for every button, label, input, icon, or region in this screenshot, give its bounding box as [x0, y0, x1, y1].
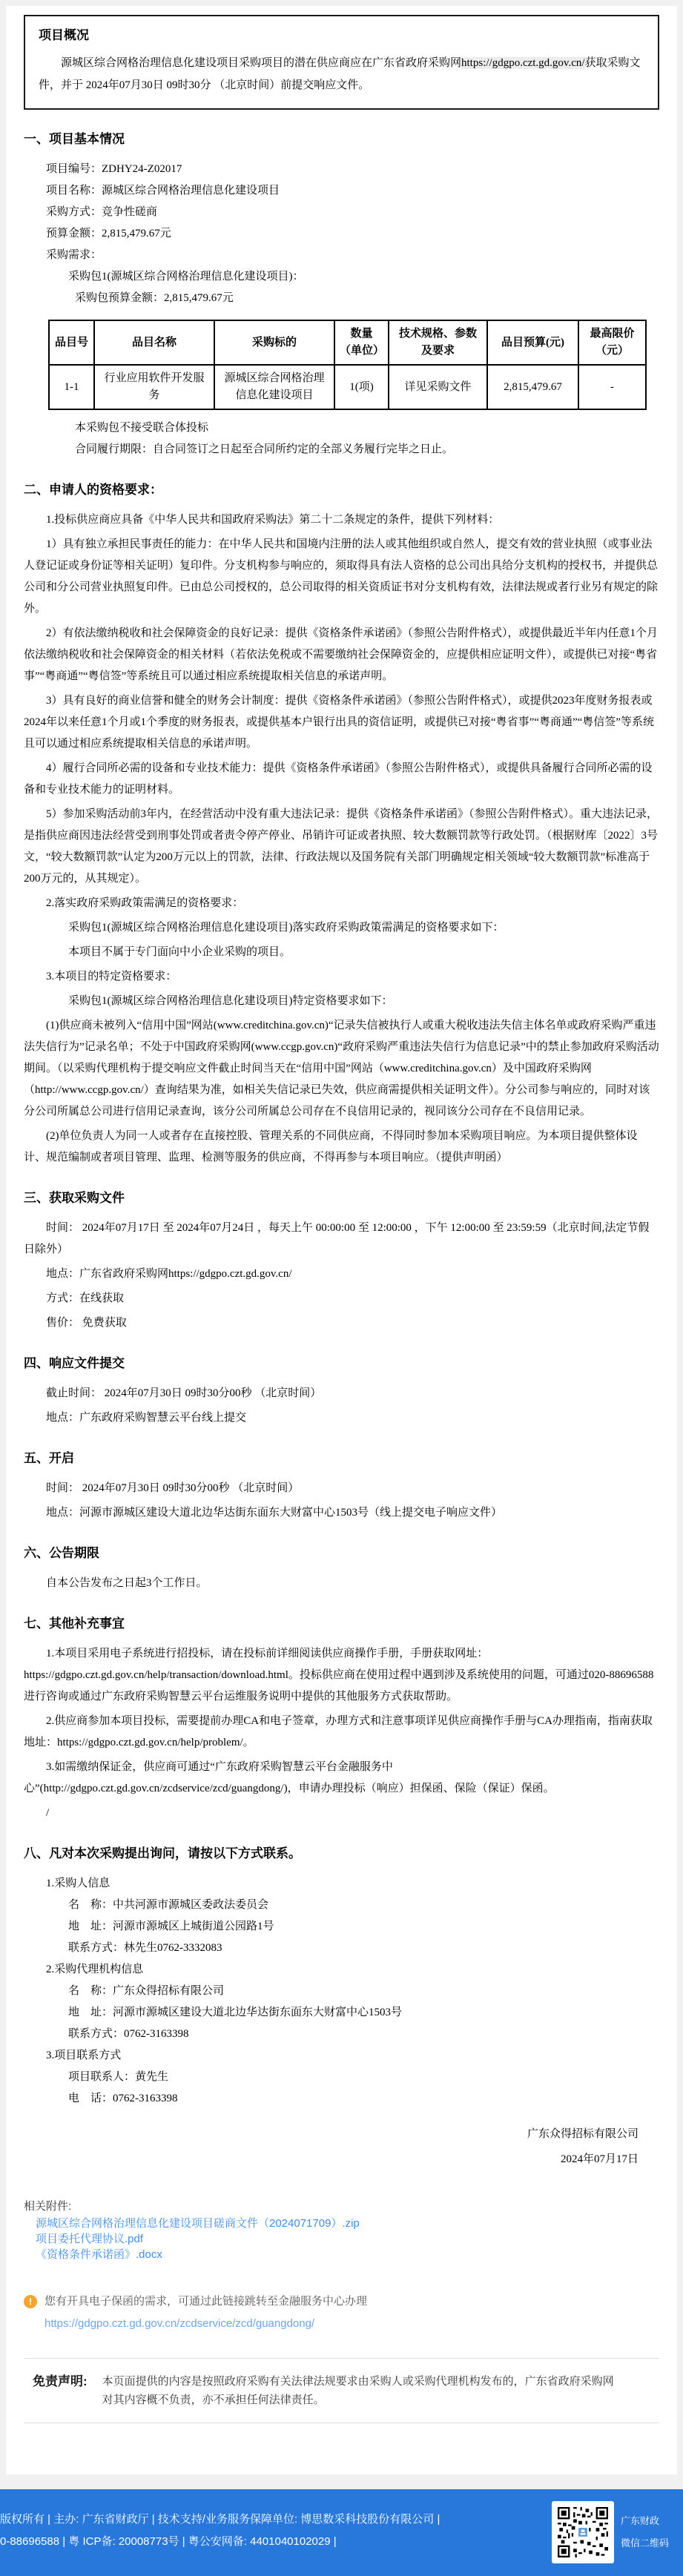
section-heading-submit: 四、响应文件提交	[24, 1356, 125, 1370]
basic-item-demand: 采购需求：	[46, 249, 102, 261]
project-overview-box	[24, 15, 659, 110]
disclaimer-label: 免责声明:	[33, 2374, 88, 2388]
qualification-paragraph: 1）具有独立承担民事责任的能力：在中华人民共和国境内注册的法人或其他组织或自然人，提交有效的营业执照（或事业法人登记证或身份证等相关证明）复印件。分支机构参与响应的，须取得具有法人资格的总公司出具给分支机构的授权书，并提供总公司和分公司营业执照复印件。已由总公司授权的，总公司取得的相关资质证书对分支机构有效，法律法规或者行业另有规定的除外。	[24, 538, 659, 615]
qualification-paragraph: 2.落实政府采购政策需满足的资格要求：	[46, 897, 244, 909]
obtain-item-place: 地点：广东省政府采购网https://gdgpo.czt.gd.gov.cn/	[46, 1268, 292, 1280]
submit-item-place: 地点：广东政府采购智慧云平台线上提交	[46, 1412, 247, 1424]
basic-note-contract-term: 合同履行期限：自合同签订之日起至合同所约定的全部义务履行完毕之日止。	[75, 443, 454, 455]
open-item-place: 地点：河源市源城区建设大道北边华达街东面东大财富中心1503号（线上提交电子响应文件）	[46, 1507, 503, 1519]
attachment-link-agency-agreement-pdf[interactable]: 项目委托代理协议.pdf	[36, 2233, 144, 2245]
table-header-quantity: 数量（单位）	[334, 320, 389, 365]
procurement-items-table	[48, 320, 647, 410]
financial-service-center-link[interactable]: https://gdgpo.czt.gd.gov.cn/zcdservice/zcd/guangdong/	[44, 2317, 315, 2330]
qualification-paragraph: 3.本项目的特定资格要求：	[46, 971, 177, 982]
table-header-spec: 技术规格、参数及要求	[389, 320, 487, 365]
contact-purchaser-title: 1.采购人信息	[46, 1877, 110, 1889]
overview-paragraph	[39, 52, 644, 96]
overview-text-before-url: 源城区综合网格治理信息化建设项目采购项目的潜在供应商应在广东省政府采购网	[61, 57, 462, 69]
table-cell-item-no: 1-1	[49, 365, 94, 409]
e-guarantee-row	[24, 2293, 659, 2311]
overview-text-after-url: 获取采购文件，并于 2024年07月30日 09时30分 （北京时间）前提交响应文件。	[39, 57, 641, 91]
exclamation-icon: !	[24, 2295, 37, 2308]
signature-company: 广东众得招标有限公司	[527, 2128, 639, 2140]
contact-purchaser-address: 地 址：河源市源城区上城街道公园路1号	[68, 1921, 274, 1932]
other-paragraph-slash: /	[46, 1807, 50, 1819]
basic-item-package: 采购包1(源城区综合网格治理信息化建设项目)：	[68, 271, 304, 283]
table-cell-budget: 2,815,479.67	[487, 365, 578, 409]
table-cell-price-cap: -	[578, 365, 646, 409]
table-header-item-name: 品目名称	[94, 320, 214, 365]
obtain-item-method: 方式：在线获取	[46, 1292, 125, 1304]
qualification-paragraph: (1)供应商未被列入“信用中国”网站(www.creditchina.gov.cn)“记录失信被执行人或重大税收违法失信主体名单或政府采购严重违法失信行为”记录名单；不处于中国政府采购网(www.ccgp.gov.cn)“政府采购严重违法失信行为信息记录”中的禁止参加政府采购活动期间。（以采购代理机构于提交响应文件截止时间当天在“信用中国”网站（www.creditchina.gov.cn）及中国政府采购网（http://www.ccgp.gov.cn/）查询结果为准，如相关失信记录已失效，供应商需提供相关证明文件）。分公司参与响应的，同时对该分公司所属总公司进行信用记录查询，该分公司所属总公司存在不良信用记录的，视同该分公司存在不良信用记录。	[24, 1020, 659, 1117]
contact-purchaser-phone: 联系方式：林先生0762-3332083	[68, 1942, 222, 1954]
basic-item-project-no: 项目编号：ZDHY24-Z02017	[46, 163, 182, 175]
contact-purchaser-name: 名 称：中共河源市源城区委政法委员会	[68, 1899, 269, 1911]
qr-code-image	[558, 2507, 608, 2557]
other-paragraph: 2.供应商参加本项目投标，需要提前办理CA和电子签章，办理方式和注意事项详见供应商操作手册与CA办理指南，指南获取地址：https://gdgpo.czt.gd.gov.cn/help/problem/。	[24, 1715, 653, 1748]
qr-caption-line2: 微信二维码	[621, 2537, 670, 2549]
obtain-item-time: 时间： 2024年07月17日 至 2024年07月24日 ，每天上午 00:00:00 至 12:00:00 ，下午 12:00:00 至 23:59:59（北京时间,法定节假日除外）	[24, 1222, 650, 1255]
table-cell-subject: 源城区综合网格治理信息化建设项目	[214, 365, 334, 409]
qr-caption-line1: 广东财政	[621, 2515, 660, 2526]
open-item-time: 时间： 2024年07月30日 09时30分00秒 （北京时间）	[46, 1482, 300, 1494]
table-header-price-cap: 最高限价（元）	[578, 320, 646, 365]
obtain-item-price: 售价： 免费获取	[46, 1317, 127, 1329]
qualification-paragraph: 采购包1(源城区综合网格治理信息化建设项目)落实政府采购政策需满足的资格要求如下：	[68, 922, 504, 934]
section-heading-open: 五、开启	[24, 1451, 74, 1465]
basic-item-project-name: 项目名称：源城区综合网格治理信息化建设项目	[46, 185, 280, 196]
table-header-budget: 品目预算(元)	[487, 320, 578, 365]
table-cell-quantity: 1(项)	[334, 365, 389, 409]
table-cell-item-name: 行业应用软件开发服务	[94, 365, 214, 409]
e-guarantee-text: 您有开具电子保函的需求，可通过此链接跳转至金融服务中心办理	[44, 2295, 368, 2308]
disclaimer-text: 本页面提供的内容是按照政府采购有关法律法规要求由采购人或采购代理机构发布的，广东省政府采购网对其内容概不负责，亦不承担任何法律责任。	[102, 2375, 614, 2406]
contact-project-phone: 电 话：0762-3163398	[68, 2093, 178, 2104]
footer-icp-line: 0-88696588 | 粤 ICP备: 20008773号 | 粤公安网备: 4401040102029 |	[0, 2535, 337, 2548]
section-heading-obtain: 三、获取采购文件	[24, 1191, 125, 1205]
footer-copyright-line: 版权所有 | 主办: 广东省财政厅 | 技术支持/业务服务保障单位: 博思数采科技股份有限公司 |	[0, 2513, 441, 2526]
wechat-qr-code	[552, 2501, 614, 2563]
signature-block	[24, 2121, 659, 2172]
qualification-paragraph: 3）具有良好的商业信誉和健全的财务会计制度：提供《资格条件承诺函》（参照公告附件格式），或提供2023年度财务报表或2024年以来任意1个月或1个季度的财务报表，或提供基本户银行出具的资信证明，或提供已对接“粤省事”“粤商通”“粤信签”等系统且可以通过相应系统提取相关信息的承诺声明。	[24, 695, 654, 750]
qualification-paragraph: 本项目不属于专门面向中小企业采购的项目。	[68, 946, 291, 958]
footer-text-block	[0, 2509, 440, 2553]
attachments-block	[24, 2199, 659, 2262]
contact-project-person: 项目联系人：黄先生	[68, 2071, 169, 2083]
table-cell-spec: 详见采购文件	[389, 365, 487, 409]
signature-date: 2024年07月17日	[560, 2153, 639, 2165]
table-row	[49, 365, 646, 409]
table-header-item-no: 品目号	[49, 320, 94, 365]
period-item: 自本公告发布之日起3个工作日。	[46, 1577, 208, 1589]
basic-note-no-consortium: 本采购包不接受联合体投标	[75, 422, 209, 434]
other-paragraph: 1.本项目采用电子系统进行招投标，请在投标前详细阅读供应商操作手册，手册获取网址：https://gdgpo.czt.gd.gov.cn/help/transaction/download.html。投标供应商在使用过程中遇到涉及系统使用的问题，可通过020-88696588进行咨询或通过广东政府采购智慧云平台运维服务说明中提供的其他服务方式获取帮助。	[24, 1648, 654, 1703]
page-footer	[0, 2489, 683, 2576]
overview-url: https://gdgpo.czt.gd.gov.cn/	[461, 57, 585, 69]
disclaimer-block	[24, 2358, 659, 2423]
attachment-link-consultation-file-zip[interactable]: 源城区综合网格治理信息化建设项目磋商文件（2024071709）.zip	[36, 2217, 360, 2230]
qualification-paragraph: 采购包1(源城区综合网格治理信息化建设项目)特定资格要求如下：	[68, 995, 393, 1007]
section-heading-qualification: 二、申请人的资格要求：	[24, 483, 162, 497]
contact-project-title: 3.项目联系方式	[46, 2050, 122, 2061]
basic-item-package-budget: 采购包预算金额：2,815,479.67元	[75, 292, 234, 304]
contact-agency-name: 名 称：广东众得招标有限公司	[68, 1985, 225, 1997]
overview-title: 项目概况	[39, 28, 89, 42]
submit-item-deadline: 截止时间： 2024年07月30日 09时30分00秒 （北京时间）	[46, 1387, 322, 1399]
table-header-row	[49, 320, 646, 365]
e-guarantee-notice	[24, 2293, 659, 2333]
qualification-paragraph: 4）履行合同所必需的设备和专业技术能力：提供《资格条件承诺函》（参照公告附件格式），或提供具备履行合同所必需的设备和专业技术能力的证明材料。	[24, 762, 653, 796]
basic-item-budget: 预算金额：2,815,479.67元	[46, 228, 171, 240]
qualification-paragraph: 2）有依法缴纳税收和社会保障资金的良好记录：提供《资格条件承诺函》（参照公告附件格式），或提供最近半年内任意1个月依法缴纳税收和社会保障资金的相关材料（若依法免税或不需要缴纳社会保障资金的，应提供相应证明文件），或提供已对接“粤省事”“粤商通”“粤信签”等系统且可以通过相应系统提取相关信息的承诺声明。	[24, 627, 659, 682]
section-heading-other: 七、其他补充事宜	[24, 1616, 125, 1631]
qualification-paragraph: (2)单位负责人为同一人或者存在直接控股、管理关系的不同供应商，不得同时参加本采购项目响应。为本项目提供整体设计、规范编制或者项目管理、监理、检测等服务的供应商，不得再参与本项目响应。（提供声明函）	[24, 1130, 638, 1163]
attachment-link-qualification-letter-docx[interactable]: 《资格条件承诺函》.docx	[36, 2248, 162, 2261]
contact-agency-phone: 联系方式：0762-3163398	[68, 2028, 189, 2040]
qualification-paragraph: 1.投标供应商应具备《中华人民共和国政府采购法》第二十二条规定的条件，提供下列材料：	[46, 514, 500, 526]
contact-agency-title: 2.采购代理机构信息	[46, 1964, 144, 1975]
basic-item-method: 采购方式：竞争性磋商	[46, 206, 158, 218]
contact-agency-address: 地 址：河源市源城区建设大道北边华达街东面东大财富中心1503号	[68, 2007, 403, 2018]
section-heading-contact: 八、凡对本次采购提出询问，请按以下方式联系。	[24, 1846, 301, 1860]
section-heading-basic: 一、项目基本情况	[24, 132, 125, 146]
announcement-card	[6, 6, 677, 2474]
section-heading-period: 六、公告期限	[24, 1546, 99, 1560]
qr-code-caption	[621, 2510, 674, 2554]
attachments-label: 相关附件:	[24, 2200, 72, 2213]
other-paragraph: 3.如需缴纳保证金，供应商可通过“广东政府采购智慧云平台金融服务中心”(http://gdgpo.czt.gd.gov.cn/zcdservice/zcd/guangdong/)，申请办理投标（响应）担保函、保险（保证）保函。	[24, 1761, 555, 1794]
qualification-paragraph: 5）参加采购活动前3年内，在经营活动中没有重大违法记录：提供《资格条件承诺函》（参照公告附件格式）。重大违法记录，是指供应商因违法经营受到刑事处罚或者责令停产停业、吊销许可证或者执照、较大数额罚款等行政处罚。（根据财库〔2022〕3号文，“较大数额罚款”认定为200万元以上的罚款，法律、行政法规以及国务院有关部门明确规定相关领域“较大数额罚款”标准高于200万元的，从其规定）。	[24, 808, 659, 885]
table-header-subject: 采购标的	[214, 320, 334, 365]
